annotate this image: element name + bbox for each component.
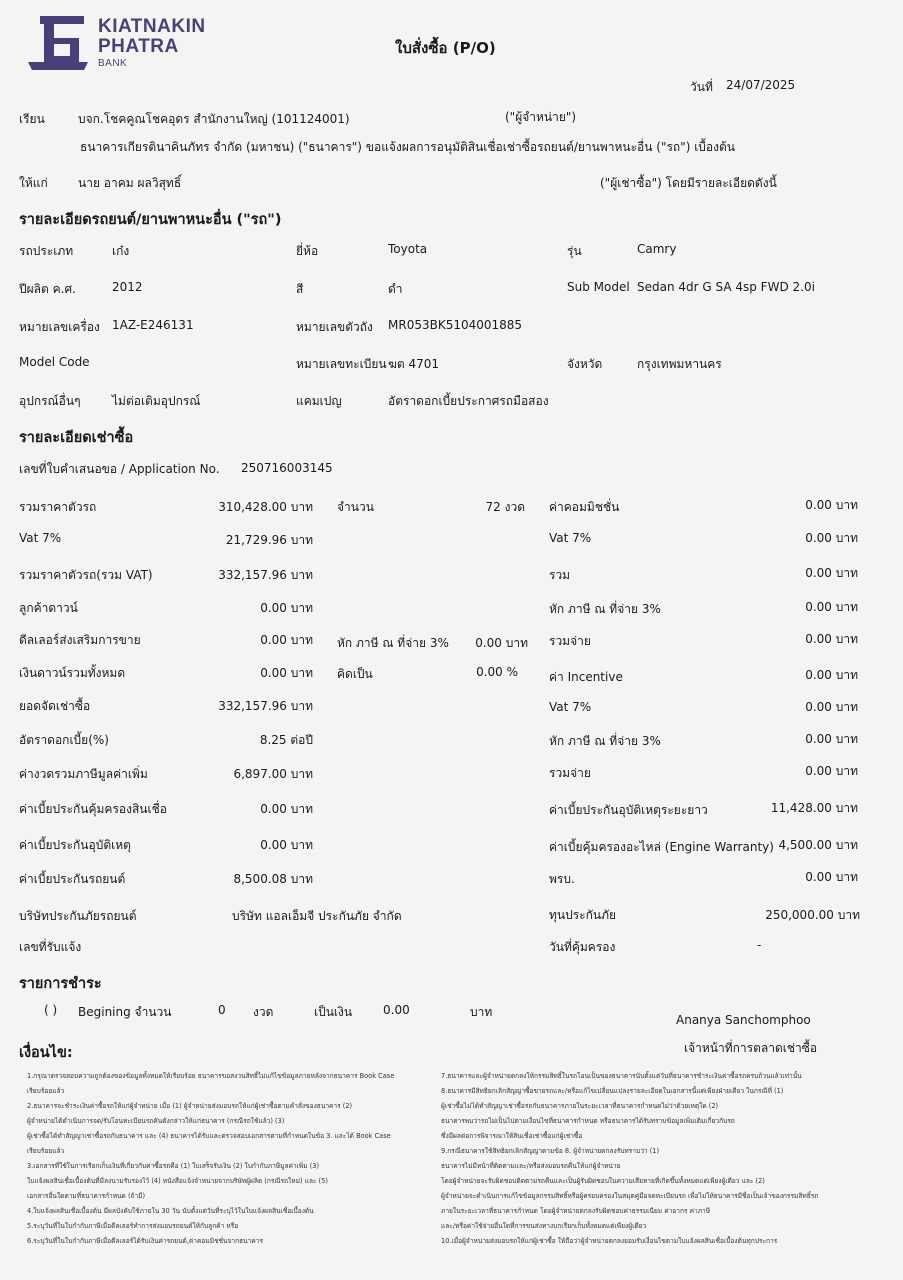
condition-note-left: ใบแจ้งผลสินเชื่อเบื้องต้นที่มีลงนามรับรองไว้ (4) หนังสือแจ้งจำหน่ายจากบริษัทผู้ผลิต (กรณีรถใหม่) และ (5) (27, 1177, 328, 1185)
commission-row-value: 4,500.00 บาท (778, 838, 858, 852)
vehicle-brand-value: Toyota (388, 242, 428, 256)
commission-row-label: Vat 7% (549, 700, 592, 714)
commission-row-value: 0.00 บาท (805, 700, 858, 714)
lease-row-value: 8.25 ต่อปี (259, 733, 313, 747)
lease-row-value: 0.00 บาท (260, 633, 313, 647)
lease-row-label: ยอดจัดเช่าซื้อ (19, 699, 91, 713)
lease-row-value: 0.00 บาท (260, 601, 313, 615)
condition-note-left: 1.กรุณาตรวจสอบความถูกต้องของข้อมูลทั้งหมดให้เรียบร้อย ธนาคารขอสงวนสิทธิ์ไม่แก้ไขข้อมูลภายหลังจากธนาคาร Book Case (27, 1072, 395, 1080)
kiatnakin-phatra-logo-icon (26, 14, 92, 74)
vehicle-year-label: ปีผลิต ค.ศ. (19, 282, 76, 296)
vehicle-year-value: 2012 (112, 280, 143, 294)
condition-note-left: 6.ระบุวันที่ในใบกำกับภาษีเมื่อดีลเลอร์ได้รับเงินค่ารถยนต์,ค่าคอมมิชชั่นจากธนาคาร (27, 1237, 263, 1245)
condition-note-right: ธนาคารไม่มีหน้าที่ติดตามและ/หรือส่งมอบรถคืนให้แก่ผู้จำหน่าย (441, 1162, 621, 1170)
lease-row-value: 8,500.08 บาท (233, 872, 313, 886)
lease-row-label: ดีลเลอร์ส่งเสริมการขาย (19, 633, 141, 647)
commission-row-label: พรบ. (549, 872, 575, 886)
installments-value: 72 งวด (485, 500, 525, 514)
commission-row-value: 0.00 บาท (805, 632, 858, 646)
engine-number-label: หมายเลขเครื่อง (19, 320, 100, 334)
payment-amount-label: เป็นเงิน (314, 1005, 353, 1019)
condition-note-right: 7.ธนาคารและผู้จำหน่ายตกลงให้กรรมสิทธิ์ในรถโอนเป็นของธนาคารนับตั้งแต่วันที่ธนาคารชำระเงินค่าซื้อรถครบถ้วนแล้วเท่านั้น (441, 1072, 802, 1080)
vehicle-section-heading: รายละเอียดรถยนต์/ยานพาหนะอื่น ("รถ") (19, 212, 282, 228)
sum-insured-label: ทุนประกันภัย (549, 908, 617, 922)
condition-note-left: เรียบร้อยแล้ว (27, 1087, 65, 1095)
lease-row-value: 0.00 บาท (260, 666, 313, 680)
commission-row-label: ค่าคอมมิชชั่น (549, 500, 620, 514)
province-label: จังหวัด (567, 357, 603, 371)
commission-row-label: รวม (549, 568, 571, 582)
vehicle-model-value: Camry (637, 242, 677, 256)
lease-row-label: อัตราดอกเบี้ย(%) (19, 733, 109, 747)
payment-unit: งวด (253, 1005, 274, 1019)
lease-row-label: ลูกค้าดาวน์ (19, 601, 78, 615)
commission-row-label: Vat 7% (549, 531, 592, 545)
lease-row-value: 332,157.96 บาท (218, 699, 313, 713)
condition-note-right: 8.ธนาคารมีสิทธิยกเลิกสัญญาซื้อขายรถและ/หรือแก้ไขเปลี่ยนแปลงรายละเอียดในเอกสารนี้แต่เพียงฝ่ายเดียว ในกรณีที่ (1) (441, 1087, 784, 1095)
commission-row-label: ค่าเบี้ยคุ้มครองอะไหล่ (Engine Warranty) (549, 840, 774, 854)
chassis-number-label: หมายเลขตัวถัง (296, 320, 373, 334)
signer-title: เจ้าหน้าที่การตลาดเช่าซื้อ (684, 1041, 818, 1055)
chassis-number-value: MR053BK5104001885 (388, 318, 523, 332)
commission-row-value: 0.00 บาท (805, 600, 858, 614)
commission-row-value: 0.00 บาท (805, 566, 858, 580)
lease-row-label: ค่าเบี้ยประกันอุบัติเหตุ (19, 838, 131, 852)
for-value: นาย อาคม ผลวิสุทธิ์ (78, 176, 182, 190)
down-percent-label: คิดเป็น (337, 667, 373, 681)
condition-note-right: ผู้จำหน่ายจะดำเนินการแก้ไขข้อมูลกรรมสิทธิ์หรือผู้ครอบครองในสมุดคู่มือจดทะเบียนรถ เพื่อไม่ให้ธนาคารมีชื่อเป็นเจ้าของกรรมสิทธิ์รถ (441, 1192, 819, 1200)
lease-row-label: ค่างวดรวมภาษีมูลค่าเพิ่ม (19, 767, 148, 781)
commission-row-label: ค่าเบี้ยประกันอุบัติเหตุระยะยาว (549, 803, 708, 817)
model-code-label: Model Code (19, 355, 90, 369)
accessory-label: อุปกรณ์อื่นๆ (19, 394, 81, 408)
province-value: กรุงเทพมหานคร (637, 357, 722, 371)
intro-text: ธนาคารเกียรตินาคินภัทร จำกัด (มหาชน) ("ธนาคาร") ขอแจ้งผลการอนุมัติสินเชื่อเช่าซื้อรถยนต์/ยานพาหนะอื่น ("รถ") เบื้องต้น (80, 140, 735, 154)
date-value: 24/07/2025 (726, 78, 796, 92)
insurer-value: บริษัท แอลเอ็มจี ประกันภัย จำกัด (232, 909, 402, 923)
lease-section-heading: รายละเอียดเช่าซื้อ (19, 430, 134, 446)
commission-row-label: หัก ภาษี ณ ที่จ่าย 3% (549, 602, 661, 616)
commission-row-label: รวมจ่าย (549, 766, 591, 780)
vehicle-type-value: เก๋ง (112, 244, 130, 258)
condition-note-right: 9.กรณีธนาคารใช้สิทธิยกเลิกสัญญาตามข้อ 8. ผู้จำหน่ายตกลงรับทราบว่า (1) (441, 1147, 660, 1155)
condition-note-left: ผู้เช่าซื้อได้ทำสัญญาเช่าซื้อรถกับธนาคาร และ (4) ธนาคารได้รับและตรวจสอบเอกสารตามที่กำหนดในข้อ 3. และได้ Book Case (27, 1132, 391, 1140)
condition-note-right: ซึ่งมีผลต่อการพิจารณาให้สินเชื่อเช่าซื้อแก่ผู้เช่าซื้อ (441, 1132, 583, 1140)
condition-note-right: ผู้เช่าซื้อไม่ได้ทำสัญญาเช่าซื้อรถกับธนาคารภายในระยะเวลาที่ธนาคารกำหนดไม่ว่าด้วยเหตุใด (2) (441, 1102, 719, 1110)
conditions-heading: เงื่อนไข: (19, 1045, 73, 1061)
commission-row-value: 0.00 บาท (805, 531, 858, 545)
lease-row-label: รวมราคาตัวรถ(รวม VAT) (19, 568, 153, 582)
commission-row-value: 0.00 บาท (805, 764, 858, 778)
campaign-label: แคมเปญ (296, 394, 342, 408)
commission-row-value: 0.00 บาท (805, 498, 858, 512)
bank-name-line1: KIATNAKIN (98, 16, 206, 37)
date-label: วันที่ (690, 80, 713, 94)
insurer-label: บริษัทประกันภัยรถยนต์ (19, 909, 137, 923)
condition-note-left: 5.ระบุวันที่ในใบกำกับภาษีเมื่อดีลเลอร์ทำการส่งมอบรถยนต์ให้กับลูกค้า หรือ (27, 1222, 239, 1230)
registration-label: หมายเลขทะเบียน (296, 357, 387, 371)
commission-row-value: 0.00 บาท (805, 870, 858, 884)
payment-amount: 0.00 (383, 1003, 410, 1017)
bank-logo (26, 14, 226, 76)
document-title: ใบสั่งซื้อ (P/O) (395, 39, 496, 57)
signer-name: Ananya Sanchomphoo (676, 1013, 811, 1027)
condition-note-right: ภายในระยะเวลาที่ธนาคารกำหนด โดยผู้จำหน่ายตกลงรับผิดชอบค่าธรรมเนียม ค่าอากร ค่าภาษี (441, 1207, 711, 1215)
coverage-date-value: - (757, 938, 762, 952)
installments-label: จำนวน (337, 500, 374, 514)
condition-note-left: เรียบร้อยแล้ว (27, 1147, 65, 1155)
dealer-wht-value: 0.00 บาท (475, 636, 528, 650)
payment-section-heading: รายการชำระ (19, 976, 102, 992)
vehicle-type-label: รถประเภท (19, 244, 74, 258)
lease-row-value: 332,157.96 บาท (218, 568, 313, 582)
application-label: เลขที่ใบคำเสนอขอ / Application No. (19, 462, 220, 476)
condition-note-left: 3.เอกสารที่ใช้ในการเรียกเก็บเงินที่เกี่ยวกับค่าซื้อรถคือ (1) ใบเสร็จรับเงิน (2) ใบกำกับภาษีมูลค่าเพิ่ม (3) (27, 1162, 320, 1170)
lease-row-label: รวมราคาตัวรถ (19, 500, 97, 514)
notify-number-label: เลขที่รับแจ้ง (19, 940, 82, 954)
engine-number-value: 1AZ-E246131 (112, 318, 194, 332)
lease-row-value: 0.00 บาท (260, 838, 313, 852)
condition-note-left: 2.ธนาคารจะชำระเงินค่าซื้อรถให้แก่ผู้จำหน่าย เมื่อ (1) ผู้จำหน่ายส่งมอบรถให้แก่ผู้เช่าซื้อตามคำสั่งของธนาคาร (2) (27, 1102, 353, 1110)
sum-insured-value: 250,000.00 บาท (765, 908, 860, 922)
vehicle-model-label: รุ่น (567, 244, 582, 258)
lease-row-value: 6,897.00 บาท (233, 767, 313, 781)
lease-row-value: 21,729.96 บาท (225, 533, 313, 547)
lease-row-value: 0.00 บาท (260, 802, 313, 816)
dealer-wht-label: หัก ภาษี ณ ที่จ่าย 3% (337, 636, 449, 650)
commission-row-value: 11,428.00 บาท (770, 801, 858, 815)
payment-checkbox[interactable]: ( ) (44, 1003, 58, 1017)
payment-count: 0 (218, 1003, 226, 1017)
vehicle-brand-label: ยี่ห้อ (296, 244, 319, 258)
for-label: ให้แก่ (19, 176, 48, 190)
buyer-tag: ("ผู้เช่าซื้อ") โดยมีรายละเอียดดังนี้ (600, 176, 777, 190)
dealer-tag: ("ผู้จำหน่าย") (505, 110, 577, 124)
vehicle-color-value: ดำ (388, 282, 403, 296)
lease-row-label: ค่าเบี้ยประกันรถยนต์ (19, 872, 126, 886)
vehicle-submodel-value: Sedan 4dr G SA 4sp FWD 2.0i (637, 280, 815, 294)
condition-note-left: 4.ใบแจ้งผลสินเชื่อเบื้องต้น มีผลบังคับใช้ภายใน 30 วัน นับตั้งแต่วันที่ระบุไว้ในใบแจ้งผลสินเชื่อเบื้องต้น (27, 1207, 314, 1215)
down-percent-value: 0.00 % (476, 665, 518, 679)
condition-note-right: 10.เมื่อผู้จำหน่ายส่งมอบรถให้แก่ผู้เช่าซื้อ ให้ถือว่าผู้จำหน่ายตกลงยอมรับเงื่อนไขตามใบแจ้งผลสินเชื่อเบื้องต้นทุกประการ (441, 1237, 778, 1245)
lease-row-label: Vat 7% (19, 531, 62, 545)
registration-value: ฆต 4701 (388, 357, 440, 371)
condition-note-left: ผู้จำหน่ายได้ดำเนินการจด/รับโอนทะเบียนรถคันดังกล่าวให้แก่ธนาคาร (กรณีรถใช้แล้ว) (3) (27, 1117, 285, 1125)
to-label: เรียน (19, 112, 45, 126)
payment-begin-label: Begining จำนวน (78, 1005, 172, 1019)
bank-name-line2: PHATRA (98, 36, 179, 57)
application-value: 250716003145 (241, 461, 333, 475)
campaign-value: อัตราดอกเบี้ยประกาศรถมือสอง (388, 394, 549, 408)
coverage-date-label: วันที่คุ้มครอง (549, 940, 616, 954)
condition-note-right: และ/หรือค่าใช้จ่ายอื่นใดที่การขนส่งทางบกเรียกเก็บทั้งหมดแต่เพียงผู้เดียว (441, 1222, 647, 1230)
payment-currency: บาท (470, 1005, 493, 1019)
vehicle-color-label: สี (296, 282, 304, 296)
condition-note-right: ธนาคารพบว่ารถไม่เป็นไปตามเงื่อนไขที่ธนาคารกำหนด หรือธนาคารได้รับทราบข้อมูลเพิ่มเติมเกี่ยวกับรถ (441, 1117, 735, 1125)
accessory-value: ไม่ต่อเติมอุปกรณ์ (112, 394, 201, 408)
lease-row-label: ค่าเบี้ยประกันคุ้มครองสินเชื่อ (19, 802, 167, 816)
commission-row-value: 0.00 บาท (805, 668, 858, 682)
commission-row-label: หัก ภาษี ณ ที่จ่าย 3% (549, 734, 661, 748)
commission-row-label: ค่า Incentive (549, 670, 623, 684)
vehicle-submodel-label: Sub Model (567, 280, 630, 294)
to-value: บจก.โชคคูณโชคอุดร สำนักงานใหญ่ (101124001) (78, 112, 350, 126)
commission-row-label: รวมจ่าย (549, 634, 591, 648)
lease-row-value: 310,428.00 บาท (218, 500, 313, 514)
commission-row-value: 0.00 บาท (805, 732, 858, 746)
condition-note-left: เอกสารอื่นใดตามที่ธนาคารกำหนด (ถ้ามี) (27, 1192, 146, 1200)
condition-note-right: โดยผู้จำหน่ายจะรับผิดชอบติดตามรถคืนและเป็นผู้รับผิดชอบในความเสียหายที่เกิดขึ้นทั้งหมดแต่เพียงผู้เดียว และ (2) (441, 1177, 765, 1185)
bank-name-line3: BANK (98, 58, 128, 69)
lease-row-label: เงินดาวน์รวมทั้งหมด (19, 666, 126, 680)
